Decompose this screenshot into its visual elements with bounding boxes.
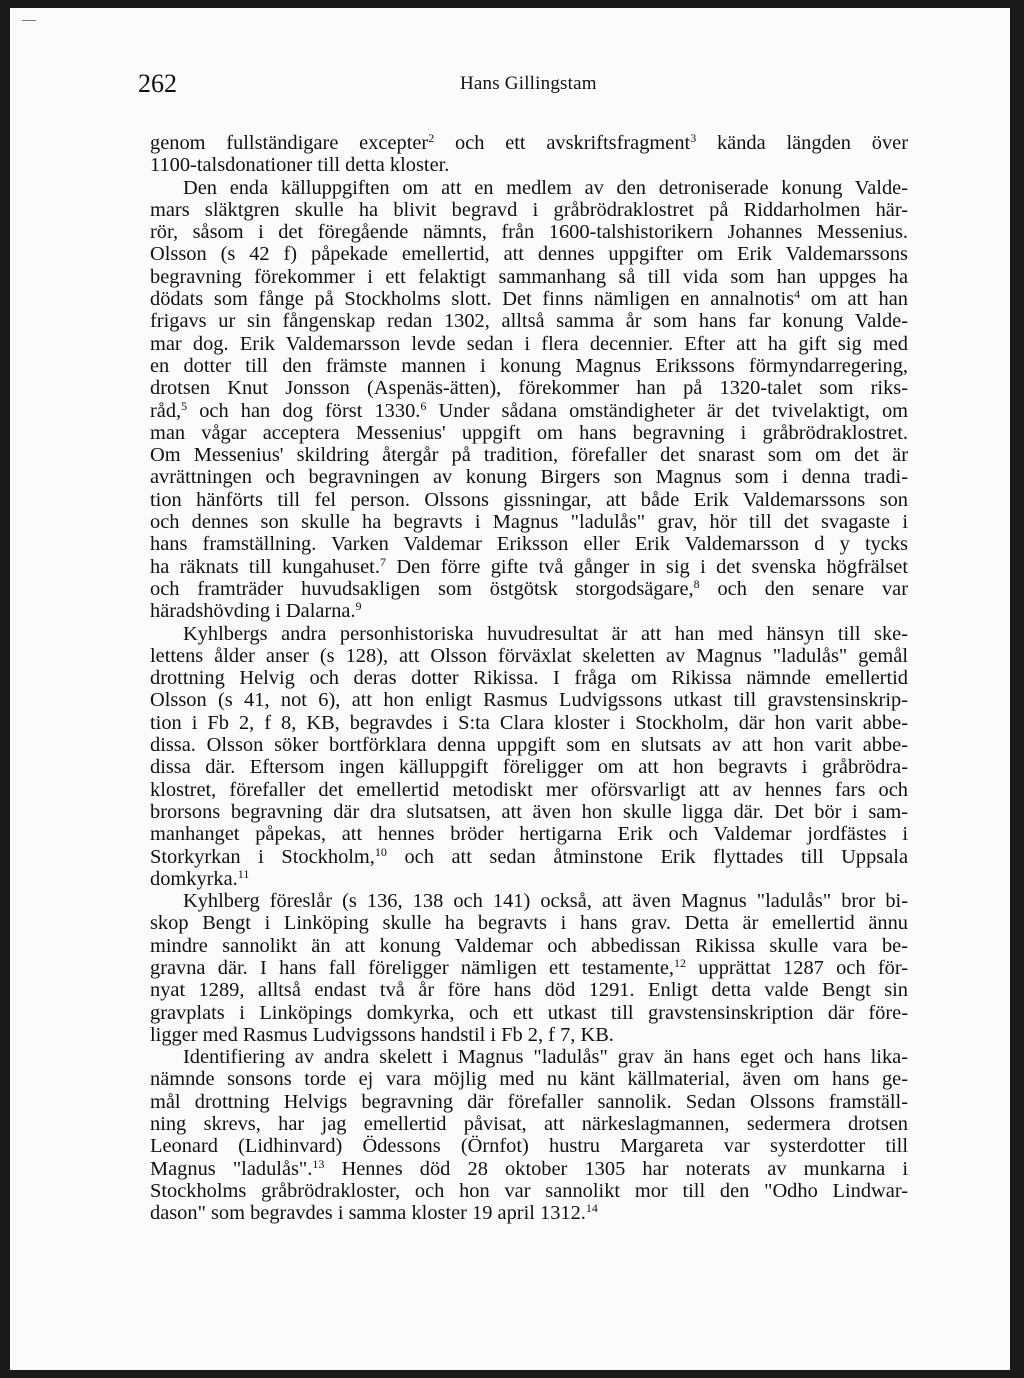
text-run: lettens ålder anser (s 128), att Olsson förväxlat skeletten av Magnus "ladulås" gemål bbox=[150, 644, 908, 667]
text-line bbox=[150, 177, 908, 199]
text-run: manhanget påpekas, att hennes bröder hertigarna Erik och Valdemar jordfästes i bbox=[150, 823, 908, 846]
text-run: frigavs ur sin fångenskap redan 1302, alltså samma år som hans far konung Valde- bbox=[150, 310, 908, 333]
text-run: om att han bbox=[800, 288, 908, 311]
text-run: nämnde sonsons torde ej vara möjlig med nu känt källmaterial, även om hans ge- bbox=[150, 1068, 908, 1091]
text-run: Kyhlbergs andra personhistoriska huvudresultat är att han med hänsyn till ske- bbox=[183, 622, 908, 645]
text-line bbox=[150, 779, 908, 801]
text-line bbox=[150, 243, 908, 265]
text-line bbox=[150, 1158, 908, 1180]
text-line bbox=[150, 1068, 908, 1090]
text-run: ning skrevs, har jag emellertid påvisat, att närkeslagmannen, sedermera drotsen bbox=[150, 1113, 908, 1136]
text-line bbox=[150, 846, 908, 868]
text-line bbox=[150, 221, 908, 243]
text-run: mar dog. Erik Valdemarsson levde sedan i flera decennier. Efter att ha gift sig med bbox=[150, 332, 908, 355]
text-line bbox=[150, 756, 908, 778]
text-run: dason" som begravdes i samma kloster 19 april 1312. bbox=[150, 1202, 586, 1225]
footnote-ref: 2 bbox=[428, 131, 435, 145]
text-line bbox=[150, 912, 908, 934]
text-run: hans framställning. Varken Valdemar Eriksson eller Erik Valdemarsson d y tycks bbox=[150, 533, 908, 556]
text-run: dissa där. Eftersom ingen källuppgift föreligger om att hon begravts i gråbrödra- bbox=[150, 756, 908, 779]
text-run: dissa. Olsson söker bortförklara denna uppgift som en slutsats av att hon varit abbe- bbox=[150, 734, 908, 757]
text-run: Leonard (Lidhinvard) Ödessons (Örnfot) hustru Margareta var systerdotter till bbox=[150, 1135, 908, 1158]
footnote-ref: 7 bbox=[379, 554, 386, 569]
paragraph bbox=[150, 623, 908, 891]
text-line bbox=[150, 1024, 908, 1046]
text-line bbox=[150, 444, 908, 466]
text-run: ha räknats till kungahuset. bbox=[150, 555, 380, 578]
text-line bbox=[150, 623, 908, 645]
text-line bbox=[150, 957, 908, 979]
running-head-author: Hans Gillingstam bbox=[460, 73, 597, 94]
paragraph bbox=[150, 1046, 908, 1224]
text-line bbox=[150, 1091, 908, 1113]
text-line bbox=[150, 801, 908, 823]
text-line bbox=[150, 422, 908, 444]
text-line bbox=[150, 489, 908, 511]
text-run: upprättat 1287 och för- bbox=[686, 956, 908, 979]
text-line bbox=[150, 734, 908, 756]
text-run: Magnus "ladulås". bbox=[150, 1157, 313, 1180]
footnote-ref: 6 bbox=[420, 398, 427, 413]
text-line bbox=[150, 466, 908, 488]
text-run: Den enda källuppgiften om att en medlem av den detroniserade konung Valde- bbox=[183, 176, 908, 199]
text-run: och den senare var bbox=[699, 577, 908, 600]
footnote-ref: 10 bbox=[374, 844, 387, 859]
footnote-ref: 4 bbox=[794, 287, 801, 302]
text-line bbox=[150, 890, 908, 912]
text-run: tion i Fb 2, f 8, KB, begravdes i S:ta Clara kloster i Stockholm, där hon varit abbe- bbox=[150, 711, 908, 734]
scan-edge-mark bbox=[22, 20, 36, 21]
text-line bbox=[150, 199, 908, 221]
text-run: man vågar acceptera Messenius' uppgift om hans begravning i gråbrödraklostret. bbox=[150, 421, 908, 444]
paragraph bbox=[150, 890, 908, 1046]
text-line bbox=[150, 266, 908, 288]
text-line bbox=[150, 154, 908, 176]
text-run: nyat 1289, alltså endast två år före hans död 1291. Enligt detta valde Bengt sin bbox=[150, 979, 908, 1002]
text-run: Hennes död 28 oktober 1305 har noterats av munkarna i bbox=[324, 1157, 908, 1180]
text-run: Under sådana omständigheter är det tvivelaktigt, om bbox=[426, 399, 908, 422]
text-run: ligger med Rasmus Ludvigssons handstil i Fb 2, f 7, KB. bbox=[150, 1023, 614, 1046]
footnote-ref: 8 bbox=[693, 576, 700, 591]
text-line bbox=[150, 511, 908, 533]
text-run: mål drottning Helvigs begravning där förefaller sannolik. Sedan Olssons framställ- bbox=[150, 1090, 908, 1113]
text-line bbox=[150, 333, 908, 355]
text-line bbox=[150, 1135, 908, 1157]
text-line bbox=[150, 868, 908, 890]
text-line bbox=[150, 400, 908, 422]
text-line bbox=[150, 712, 908, 734]
footnote-ref: 13 bbox=[312, 1156, 325, 1171]
footnote-ref: 3 bbox=[690, 131, 697, 145]
text-line bbox=[150, 1046, 908, 1068]
text-line bbox=[150, 1202, 908, 1224]
footnote-ref: 14 bbox=[585, 1201, 598, 1216]
text-line bbox=[150, 1113, 908, 1135]
text-run: drotsen Knut Jonsson (Aspenäs-ätten), förekommer han på 1320-talet som riks- bbox=[150, 377, 908, 400]
text-run: gravplats i Linköpings domkyrka, och ett utkast till gravstensinskription där före- bbox=[150, 1001, 908, 1024]
text-run: rör, såsom i det föregående nämnts, från 1600-talshistorikern Johannes Messenius. bbox=[150, 221, 908, 244]
footnote-ref: 11 bbox=[237, 866, 250, 881]
page-header bbox=[138, 66, 918, 102]
document-page bbox=[10, 8, 1010, 1370]
text-run: tion hänförts till fel person. Olssons gissningar, att både Erik Valdemarssons son bbox=[150, 488, 908, 511]
text-run: och framträder huvudsakligen som östgötsk storgodsägare, bbox=[150, 577, 694, 600]
text-run: och ett avskriftsfragment bbox=[434, 132, 691, 154]
text-run: Om Messenius' skildring återgår på tradition, förefaller det snarast som om det är bbox=[150, 444, 908, 467]
footnote-ref: 9 bbox=[355, 599, 362, 614]
text-run: råd, bbox=[150, 399, 182, 422]
paragraph bbox=[150, 132, 908, 177]
text-run: Kyhlberg föreslår (s 136, 138 och 141) också, att även Magnus "ladulås" bror bi- bbox=[183, 890, 908, 913]
text-run: genom fullständigare excepter bbox=[150, 132, 429, 154]
text-line bbox=[150, 600, 908, 622]
text-run: en dotter till den främste mannen i konung Magnus Erikssons förmyndarregering, bbox=[150, 354, 908, 377]
text-run: häradshövding i Dalarna. bbox=[150, 600, 356, 623]
text-run: Storkyrkan i Stockholm, bbox=[150, 845, 375, 868]
text-run: brorsons begravning där dra slutsatsen, att även hon skulle ligga där. Det bör i sam- bbox=[150, 800, 908, 823]
text-run: gravna där. I hans fall föreligger nämligen ett testamente, bbox=[150, 956, 675, 979]
text-line bbox=[150, 310, 908, 332]
page-number: 262 bbox=[138, 69, 177, 98]
text-line bbox=[150, 645, 908, 667]
text-run: Olsson (s 41, not 6), att hon enligt Rasmus Ludvigssons utkast till gravstensinskrip- bbox=[150, 689, 908, 712]
text-line bbox=[150, 578, 908, 600]
text-run: drottning Helvig och deras dotter Rikissa. I fråga om Rikissa nämnde emellertid bbox=[150, 667, 908, 690]
text-line bbox=[150, 979, 908, 1001]
text-run: avrättningen och begravningen av konung Birgers son Magnus som i denna tradi- bbox=[150, 466, 908, 489]
text-line bbox=[150, 935, 908, 957]
text-run: mars släktgren skulle ha blivit begravd i gråbrödraklostret på Riddarholmen här- bbox=[150, 198, 908, 221]
text-run: klostret, förefaller det emellertid metodiskt mer oförsvarligt att av hennes fars och bbox=[150, 778, 908, 801]
text-line bbox=[150, 132, 908, 154]
text-line bbox=[150, 355, 908, 377]
footnote-ref: 12 bbox=[674, 955, 687, 970]
text-run: mindre sannolikt än att konung Valdemar och abbedissan Rikissa skulle vara be- bbox=[150, 934, 908, 957]
text-run: Stockholms gråbrödrakloster, och hon var sannolikt mor till den "Odho Lindwar- bbox=[150, 1179, 908, 1202]
text-run: kända längden över bbox=[696, 132, 909, 154]
text-line bbox=[150, 533, 908, 555]
text-run: och att sedan åtminstone Erik flyttades till Uppsala bbox=[386, 845, 908, 868]
text-run: domkyrka. bbox=[150, 867, 238, 890]
text-run: skop Bengt i Linköping skulle ha begravts i hans grav. Detta är emellertid ännu bbox=[150, 912, 908, 935]
footnote-ref: 5 bbox=[181, 398, 188, 413]
text-run: och dennes son skulle ha begravts i Magnus "ladulås" grav, hör till det svagaste i bbox=[150, 511, 908, 534]
text-run: 1100-talsdonationer till detta kloster. bbox=[150, 154, 450, 177]
body-text bbox=[150, 132, 908, 1225]
text-line bbox=[150, 823, 908, 845]
text-run: och han dog först 1330. bbox=[187, 399, 421, 422]
text-line bbox=[150, 1180, 908, 1202]
text-line bbox=[150, 377, 908, 399]
text-line bbox=[150, 1002, 908, 1024]
text-line bbox=[150, 288, 908, 310]
text-run: Den förre gifte två gånger in sig i det svenska högfrälset bbox=[385, 555, 908, 578]
text-line bbox=[150, 556, 908, 578]
paragraph bbox=[150, 177, 908, 623]
text-run: begravning förekommer i ett felaktigt sammanhang så till vida som han uppges ha bbox=[150, 265, 908, 288]
text-run: dödats som fånge på Stockholms slott. Det finns nämligen en annalnotis bbox=[150, 288, 795, 311]
text-line bbox=[150, 689, 908, 711]
text-line bbox=[150, 667, 908, 689]
text-run: Identifiering av andra skelett i Magnus "ladulås" grav än hans eget och hans lika- bbox=[183, 1046, 908, 1069]
text-run: Olsson (s 42 f) påpekade emellertid, att dennes uppgifter om Erik Valdemarssons bbox=[150, 243, 908, 266]
